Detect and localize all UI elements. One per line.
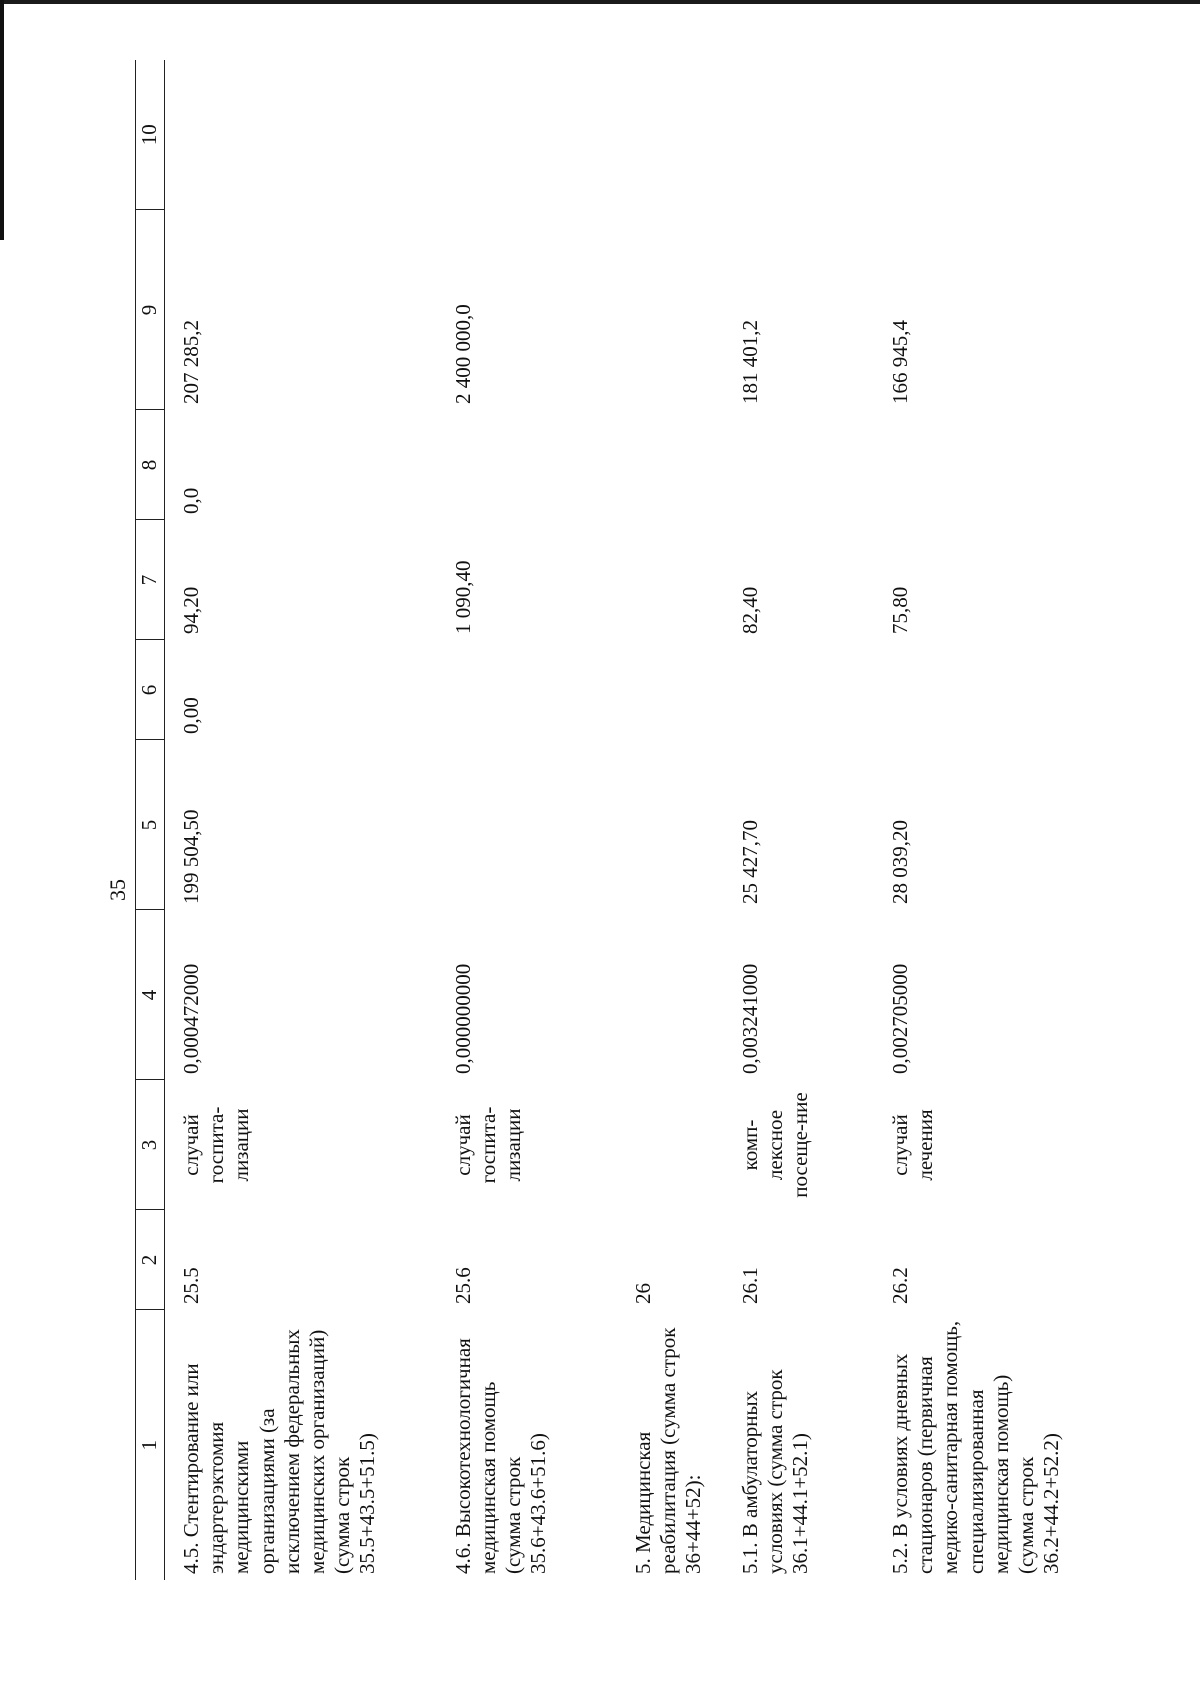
row-col8 xyxy=(437,410,617,520)
row-name: 5.1. В амбулаторных условиях (сумма строк 36.1+44.1+52.1) xyxy=(738,1369,813,1574)
column-header: 7 xyxy=(136,520,165,640)
data-table xyxy=(135,60,1082,1580)
row-col8 xyxy=(724,410,874,520)
row-name: 4.6. Высокотехнологичная медицинская помощь (сумма строк 35.6+43.6+51.6) xyxy=(450,1338,551,1574)
row-col5: 25 427,70 xyxy=(738,820,763,904)
row-col8 xyxy=(617,410,725,520)
row-col4: 0,000472000 xyxy=(179,963,203,1074)
row-col6: 0,00 xyxy=(179,697,203,734)
row-col5 xyxy=(437,740,617,910)
column-header: 6 xyxy=(136,640,165,740)
row-col7: 82,40 xyxy=(738,586,763,634)
row-unit: комп-лексное посеще-ние xyxy=(738,1092,813,1198)
row-unit: случай лечения xyxy=(888,1109,938,1181)
row-col9: 181 401,2 xyxy=(738,320,763,404)
row-col8 xyxy=(874,410,1082,520)
row-col4 xyxy=(617,910,725,1080)
row-line-number: 26 xyxy=(630,1283,655,1304)
scan-edge-top xyxy=(0,0,1200,4)
row-col6 xyxy=(437,640,617,740)
column-header: 10 xyxy=(136,60,165,210)
row-col9: 207 285,2 xyxy=(179,320,203,404)
row-col10 xyxy=(165,60,437,210)
scan-edge-left xyxy=(0,0,4,240)
row-line-number: 25.5 xyxy=(179,1267,203,1304)
row-unit: случай госпита-лизации xyxy=(450,1106,525,1184)
row-line-number: 25.6 xyxy=(450,1267,475,1304)
row-col6 xyxy=(724,640,874,740)
page-number: 35 xyxy=(105,879,130,901)
row-col9: 166 945,4 xyxy=(888,320,913,404)
row-col10 xyxy=(437,60,617,210)
column-header: 3 xyxy=(136,1080,165,1210)
row-col5: 28 039,20 xyxy=(888,820,913,904)
row-col6 xyxy=(874,640,1082,740)
row-name: 5. Медицинская реабилитация (сумма строк 36+44+52): xyxy=(630,1327,705,1574)
column-header: 8 xyxy=(136,410,165,520)
row-col7 xyxy=(617,520,725,640)
column-header: 9 xyxy=(136,210,165,410)
table-row xyxy=(874,60,1082,1580)
row-line-number: 26.2 xyxy=(888,1267,913,1304)
column-header: 5 xyxy=(136,740,165,910)
header-row xyxy=(136,60,165,1580)
row-col5 xyxy=(617,740,725,910)
row-col10 xyxy=(724,60,874,210)
row-col4: 0,000000000 xyxy=(450,963,475,1074)
row-col6 xyxy=(617,640,725,740)
row-name: 5.2. В условиях дневных стационаров (первичная медико-санитарная помощь, специализированная медицинская помощь) (сумма строк 36.2+44.2+52.2) xyxy=(888,1320,1064,1574)
column-header: 1 xyxy=(136,1310,165,1580)
row-col7: 1 090,40 xyxy=(450,560,475,634)
row-col7: 94,20 xyxy=(179,586,203,634)
row-col5: 199 504,50 xyxy=(179,809,203,904)
column-header: 2 xyxy=(136,1210,165,1310)
row-col7: 75,80 xyxy=(888,586,913,634)
table-row xyxy=(165,60,437,1580)
row-col10 xyxy=(874,60,1082,210)
rotated-table-sheet xyxy=(135,60,1175,1580)
row-col9: 2 400 000,0 xyxy=(450,304,475,404)
row-col10 xyxy=(617,60,725,210)
row-col4: 0,003241000 xyxy=(738,963,763,1074)
row-unit: случай госпита-лизации xyxy=(179,1106,254,1184)
column-header: 4 xyxy=(136,910,165,1080)
table-row xyxy=(437,60,617,1580)
row-name: 4.5. Стентирование или эндартерэктомия медицинскими организациями (за исключением федеральных медицинских организаций) (сумма строк 35.5+43.5+51.5) xyxy=(179,1329,380,1574)
row-col9 xyxy=(617,210,725,410)
row-col8: 0,0 xyxy=(179,487,203,514)
row-line-number: 26.1 xyxy=(738,1267,763,1304)
table-row xyxy=(617,60,725,1580)
table-row xyxy=(724,60,874,1580)
row-col4: 0,002705000 xyxy=(888,963,913,1074)
row-unit xyxy=(617,1080,725,1210)
